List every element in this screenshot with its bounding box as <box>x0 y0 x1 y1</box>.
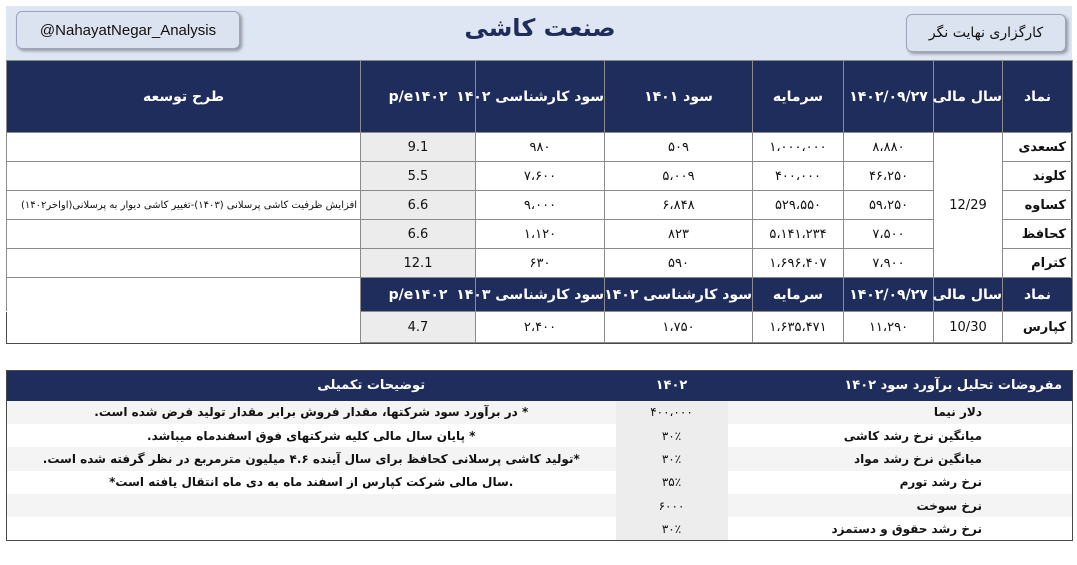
table-row <box>7 312 1073 343</box>
assumption-value: ۶۰۰۰ <box>616 494 728 517</box>
pe-cell: 9.1 <box>361 133 476 162</box>
assumptions-header <box>7 371 1073 401</box>
profit-cell: ۵۰۹ <box>605 133 753 162</box>
plan-cell <box>7 249 361 278</box>
plan-cell: افزایش ظرفیت کاشی پرسلانی (۱۴۰۳)-تغییر کاشی دیوار به پرسلانی(اواخر۱۴۰۲) <box>7 191 361 220</box>
assumption-label: نرخ رشد تورم <box>728 471 1073 494</box>
companies-table <box>6 60 1073 343</box>
fiscal-cell: 10/30 <box>934 312 1003 343</box>
empty-header <box>7 278 361 312</box>
assumption-label: میانگین نرخ رشد مواد <box>728 447 1073 470</box>
assumption-note: .سال مالی شرکت کپارس از اسفند ماه به دی ماه انتقال یافته است* <box>7 471 616 494</box>
price-cell: ۴۶،۲۵۰ <box>844 162 934 191</box>
assumption-row <box>7 401 1073 424</box>
assumptions-table <box>6 370 1073 541</box>
broker-badge: کارگزاری نهایت نگر <box>906 14 1066 52</box>
assumption-label: نرخ سوخت <box>728 494 1073 517</box>
handle-badge: @NahayatNegar_Analysis <box>16 11 240 49</box>
symbol-cell: کترام <box>1003 249 1073 278</box>
col-symbol: نماد <box>1003 278 1073 312</box>
plan-cell <box>7 220 361 249</box>
assumption-row <box>7 494 1073 517</box>
pe-cell: 5.5 <box>361 162 476 191</box>
profit-cell: ۵،۰۰۹ <box>605 162 753 191</box>
capital-cell: ۴۰۰،۰۰۰ <box>753 162 844 191</box>
assumption-row <box>7 517 1073 540</box>
est-profit-cell: ۹،۰۰۰ <box>476 191 605 220</box>
assumption-row <box>7 471 1073 494</box>
pe-cell: 12.1 <box>361 249 476 278</box>
profit-cell: ۶،۸۴۸ <box>605 191 753 220</box>
col-pe-1402: p/e۱۴۰۲ <box>361 61 476 133</box>
symbol-cell: کساوه <box>1003 191 1073 220</box>
price-cell: ۱۱،۲۹۰ <box>844 312 934 343</box>
col-capital: سرمایه <box>753 61 844 133</box>
capital-cell: ۱،۶۹۶،۴۰۷ <box>753 249 844 278</box>
symbol-cell: کلوند <box>1003 162 1073 191</box>
col-price-date: ۱۴۰۲/۰۹/۲۷ <box>844 278 934 312</box>
assumption-value: ۳۰٪ <box>616 447 728 470</box>
table-row <box>7 133 1073 162</box>
assumptions-title: مفروضات تحلیل برآورد سود ۱۴۰۲ <box>728 371 1073 401</box>
plan-cell <box>7 162 361 191</box>
price-cell: ۸،۸۸۰ <box>844 133 934 162</box>
assumption-label: نرخ رشد حقوق و دستمزد <box>728 517 1073 540</box>
profit-cell: ۸۲۳ <box>605 220 753 249</box>
assumptions-year: ۱۴۰۲ <box>616 371 728 401</box>
empty-cell <box>7 312 361 343</box>
est-profit-cell: ۱،۷۵۰ <box>605 312 753 343</box>
col-development-plan: طرح توسعه <box>7 61 361 133</box>
capital-cell: ۵،۱۴۱،۲۳۴ <box>753 220 844 249</box>
assumption-value: ۳۰٪ <box>616 424 728 447</box>
pe-cell: 6.6 <box>361 220 476 249</box>
col-pe-1402: p/e۱۴۰۲ <box>361 278 476 312</box>
assumption-value: ۴۰۰،۰۰۰ <box>616 401 728 424</box>
est-profit-cell: ۷،۶۰۰ <box>476 162 605 191</box>
assumption-label: دلار نیما <box>728 401 1073 424</box>
assumption-row <box>7 447 1073 470</box>
capital-cell: ۵۲۹،۵۵۰ <box>753 191 844 220</box>
assumption-value: ۳۰٪ <box>616 517 728 540</box>
pe-cell: 4.7 <box>361 312 476 343</box>
est-profit-cell: ۱،۱۲۰ <box>476 220 605 249</box>
col-price-date: ۱۴۰۲/۰۹/۲۷ <box>844 61 934 133</box>
table-row <box>7 220 1073 249</box>
col-profit-1401: سود ۱۴۰۱ <box>605 61 753 133</box>
col-fiscal-year: سال مالی <box>934 61 1003 133</box>
assumption-note <box>7 494 616 517</box>
page-title: صنعت کاشی <box>464 14 616 42</box>
assumption-note: * در برآورد سود شرکتها، مقدار فروش برابر مقدار تولید فرض شده است. <box>7 401 616 424</box>
assumption-note: * پایان سال مالی کلیه شرکتهای فوق اسفندماه میباشد. <box>7 424 616 447</box>
table-row <box>7 162 1073 191</box>
col-est-profit-1402: سود کارشناسی ۱۴۰۲ <box>605 278 753 312</box>
symbol-cell: کپارس <box>1003 312 1073 343</box>
symbol-cell: کحافظ <box>1003 220 1073 249</box>
price-cell: ۷،۹۰۰ <box>844 249 934 278</box>
col-symbol: نماد <box>1003 61 1073 133</box>
table-header-second <box>7 278 1073 312</box>
capital-cell: ۱،۶۳۵،۴۷۱ <box>753 312 844 343</box>
est-profit-cell: ۶۳۰ <box>476 249 605 278</box>
price-cell: ۷،۵۰۰ <box>844 220 934 249</box>
assumption-value: ۳۵٪ <box>616 471 728 494</box>
symbol-cell: کسعدی <box>1003 133 1073 162</box>
table-row <box>7 191 1073 220</box>
fiscal-cell: 12/29 <box>934 133 1003 278</box>
profit-cell: ۵۹۰ <box>605 249 753 278</box>
est-profit-cell: ۹۸۰ <box>476 133 605 162</box>
pe-cell: 6.6 <box>361 191 476 220</box>
assumptions-notes-title: توضیحات تکمیلی <box>7 371 616 401</box>
col-est-profit-1402: سود کارشناسی ۱۴۰۲ <box>476 61 605 133</box>
assumption-note: *تولید کاشی پرسلانی کحافظ برای سال آینده ۴.۶ میلیون مترمربع در نظر گرفته شده است. <box>7 447 616 470</box>
col-fiscal-year: سال مالی <box>934 278 1003 312</box>
est-profit-cell: ۲،۴۰۰ <box>476 312 605 343</box>
table-header <box>7 61 1073 133</box>
assumption-note <box>7 517 616 540</box>
col-est-profit-1403: سود کارشناسی ۱۴۰۳ <box>476 278 605 312</box>
col-capital: سرمایه <box>753 278 844 312</box>
assumption-label: میانگین نرخ رشد کاشی <box>728 424 1073 447</box>
price-cell: ۵۹،۲۵۰ <box>844 191 934 220</box>
capital-cell: ۱،۰۰۰،۰۰۰ <box>753 133 844 162</box>
plan-cell <box>7 133 361 162</box>
assumption-row <box>7 424 1073 447</box>
table-row <box>7 249 1073 278</box>
